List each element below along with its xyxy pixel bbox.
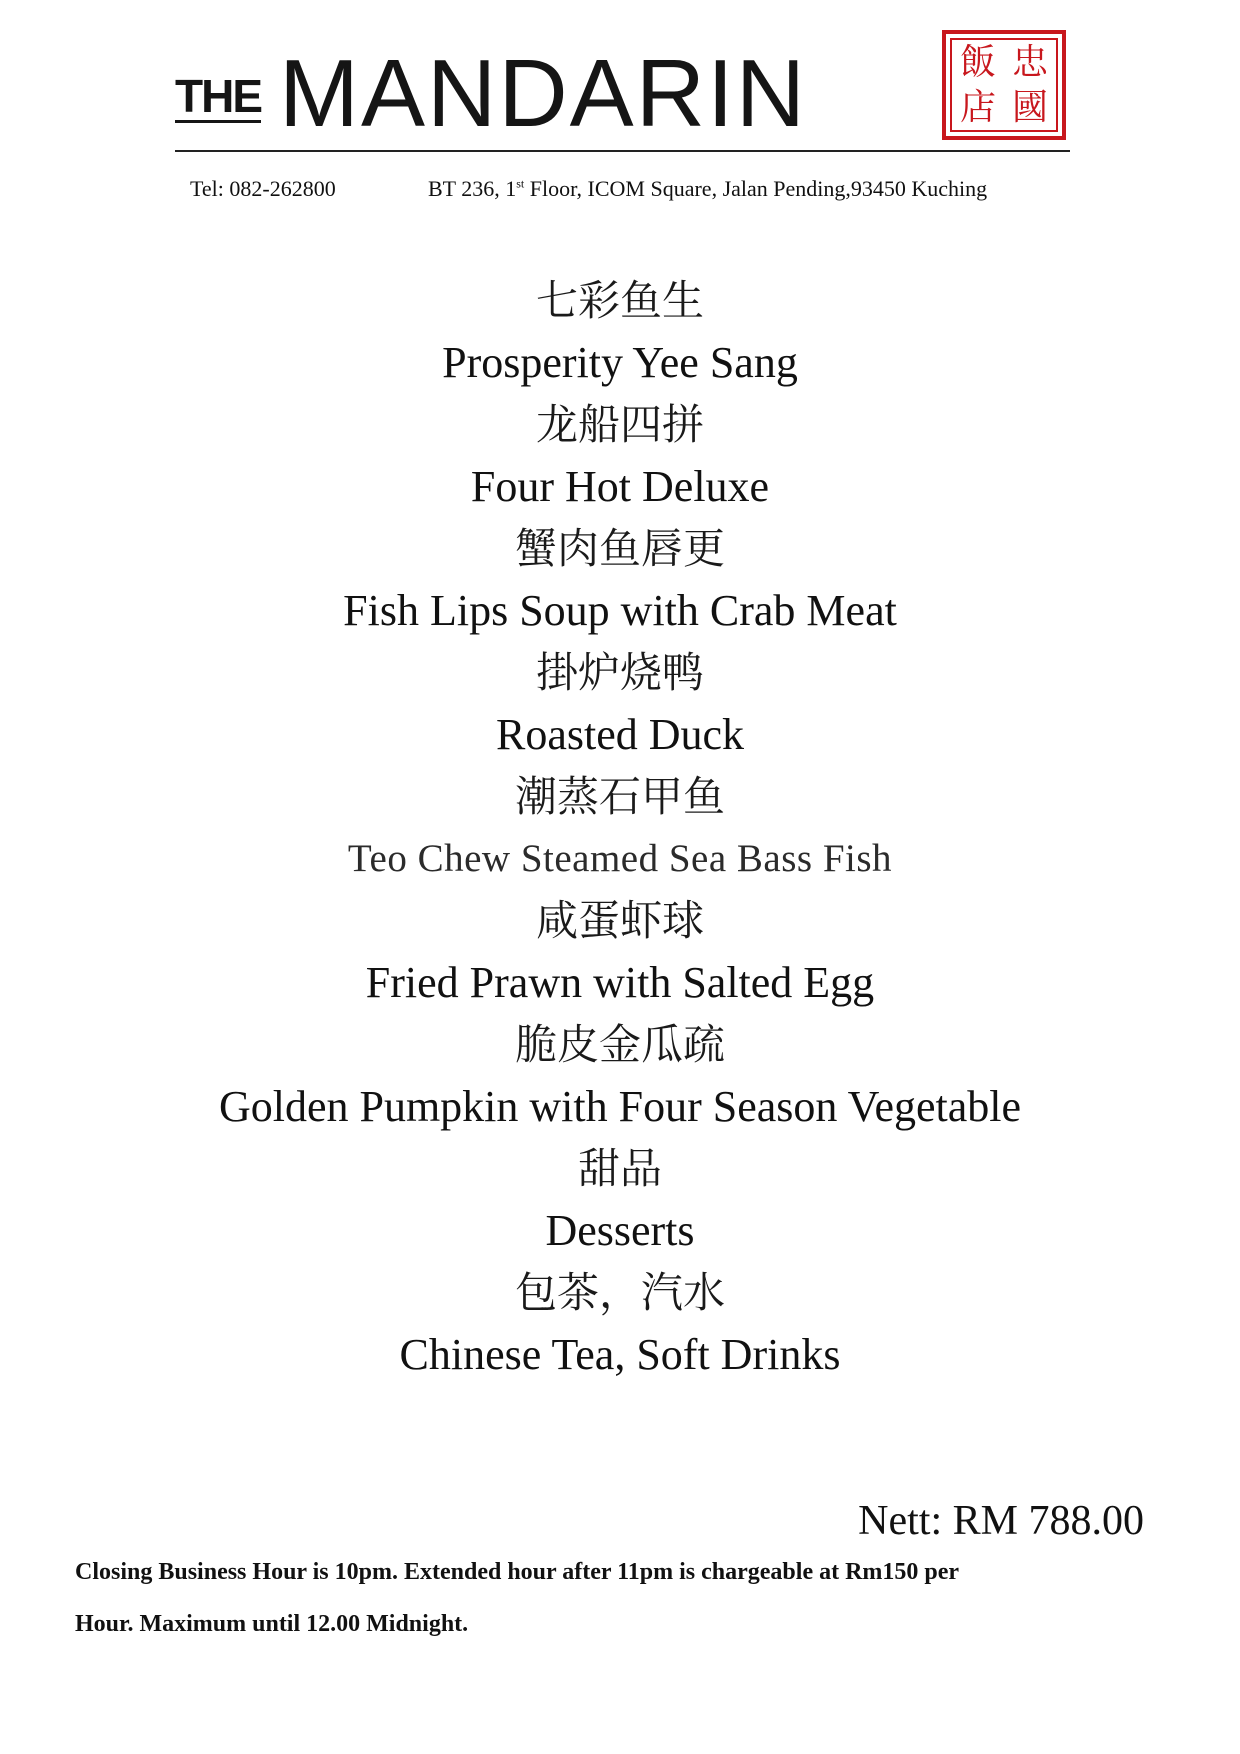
menu-item-english: Golden Pumpkin with Four Season Vegetable [218,1082,1022,1131]
menu-item [160,892,1080,1016]
brand-name: MANDARIN [279,40,808,147]
menu-item-chinese: 龙船四拼 [535,400,704,449]
restaurant-logo [175,40,808,147]
menu-item-english: Prosperity Yee Sang [442,338,798,387]
menu-item [160,1016,1080,1140]
menu-item-chinese: 潮蒸石甲鱼 [514,772,725,821]
menu-item-chinese: 掛炉烧鸭 [535,648,704,697]
seal-characters [950,38,1058,132]
menu-item-chinese: 甜品 [577,1144,662,1193]
seal-character: 飯 [959,41,996,83]
seal-character: 店 [959,86,996,128]
restaurant-address [428,176,987,202]
nett-price: Nett: RM 788.00 [858,1498,1144,1544]
menu-item [160,1264,1080,1388]
closing-hour-notice [75,1546,1165,1650]
menu-item [160,396,1080,520]
menu-item-english: Chinese Tea, Soft Drinks [399,1330,841,1379]
menu-item-english: Four Hot Deluxe [470,462,770,511]
notice-line: Closing Business Hour is 10pm. Extended hour after 11pm is chargeable at Rm150 per [75,1559,960,1585]
menu-item [160,768,1080,892]
address-prefix: BT 236, 1 [428,176,517,201]
restaurant-header [175,28,1070,152]
seal-character: 忠 [1011,41,1048,83]
menu-item-chinese: 包茶，汽水 [514,1268,725,1317]
menu-item-english: Desserts [545,1206,695,1255]
menu-item-english: Fish Lips Soup with Crab Meat [343,586,897,635]
menu-item [160,644,1080,768]
address-suffix: Floor, ICOM Square, Jalan Pending,93450 Kuching [524,176,988,201]
telephone-number: Tel: 082-262800 [190,176,336,201]
menu-item-chinese: 蟹肉鱼唇更 [514,524,725,573]
menu-item [160,1140,1080,1264]
menu-item-english: Fried Prawn with Salted Egg [365,958,875,1007]
menu-item-chinese: 脆皮金瓜疏 [514,1020,725,1069]
menu-item [160,272,1080,396]
seal-character: 國 [1011,86,1048,128]
red-seal-stamp [942,30,1066,140]
notice-line: Hour. Maximum until 12.00 Midnight. [75,1611,469,1637]
menu-item-english: Roasted Duck [495,710,745,759]
brand-the: THE [175,70,261,122]
menu-item-chinese: 七彩鱼生 [535,276,704,325]
menu-item [160,520,1080,644]
menu-item-english: Teo Chew Steamed Sea Bass Fish [347,837,893,880]
banquet-menu [160,272,1080,1388]
menu-item-chinese: 咸蛋虾球 [535,896,704,945]
address-ordinal: st [516,176,525,191]
